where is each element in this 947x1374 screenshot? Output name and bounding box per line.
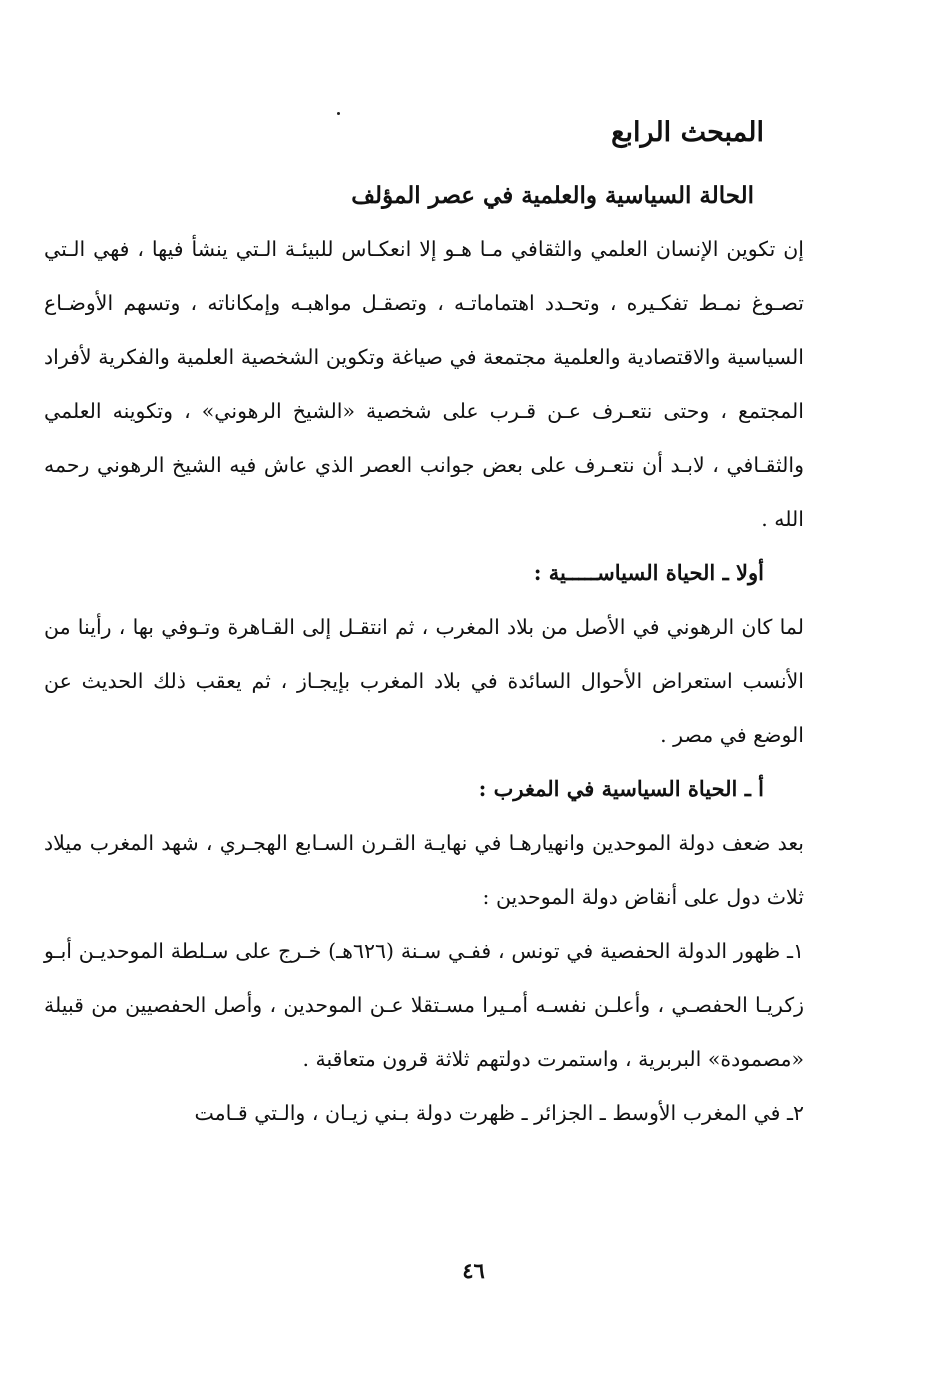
list-item-zayyanid: ٢ـ في المغرب الأوسط ـ الجزائر ـ ظهرت دولة بـني زيـان ، والـتي قـامت — [194, 1101, 804, 1125]
subheading-maghreb-politics: أ ـ الحياة السياسية في المغرب : — [478, 776, 764, 801]
paragraph-almohad-collapse: بعد ضعف دولة الموحدين وانهيارهـا في نهايـة القـرن السـابع الهجـري ، شهد المغرب ميلاد ثلاث دول على أنقاض دولة الموحدين : — [44, 831, 804, 909]
list-item-hafsid: ١ـ ظهور الدولة الحفصية في تونس ، ففـي سـنة (٦٢٦هـ) خـرج على سـلطة الموحديـن أبـو زكريـا الحفصـي ، وأعلـن نفسـه أمـيرا مسـتقلا عـن الموحدين ، وأصل الحفصيين من قبيلة «مصمودة» البربرية ، واستمرت دولتهم ثلاثة قرون متعاقبة . — [44, 939, 804, 1071]
page-number: ٤٦ — [462, 1258, 485, 1283]
section-title: الحالة السياسية والعلمية في عصر المؤلف — [351, 182, 754, 209]
document-page — [44, 110, 804, 1140]
chapter-title: المبحث الرابع — [611, 117, 764, 148]
subheading-political-life: أولا ـ الحياة السياســـــية : — [533, 560, 764, 585]
paragraph-rahouni-origin: لما كان الرهوني في الأصل من بلاد المغرب ، ثم انتقـل إلى القـاهرة وتـوفي بها ، رأينا من الأنسب استعراض الأحوال السائدة في بلاد المغرب بإيجـاز ، ثم يعقب ذلك الحديث عن الوضع في مصر . — [44, 615, 804, 747]
intro-paragraph: إن تكوين الإنسان العلمي والثقافي مـا هـو إلا انعكـاس للبيئـة الـتي ينشأ فيها ، فهي الـتي تصـوغ نمـط تفكـيره ، وتحـدد اهتماماتـه ، وتصقـل مواهبـه وإمكاناته ، وتسهم الأوضـاع السياسية والاقتصادية والعلمية مجتمعة في صياغة وتكوين الشخصية العلمية والفكرية لأفراد المجتمع ، وحتى نتعـرف عـن قـرب على شخصية «الشيخ الرهوني» ، وتكوينه العلمي والثقـافي ، لابـد أن نتعـرف على بعض جوانب العصر الذي عاش فيه الشيخ الرهوني رحمه الله . — [44, 237, 804, 531]
